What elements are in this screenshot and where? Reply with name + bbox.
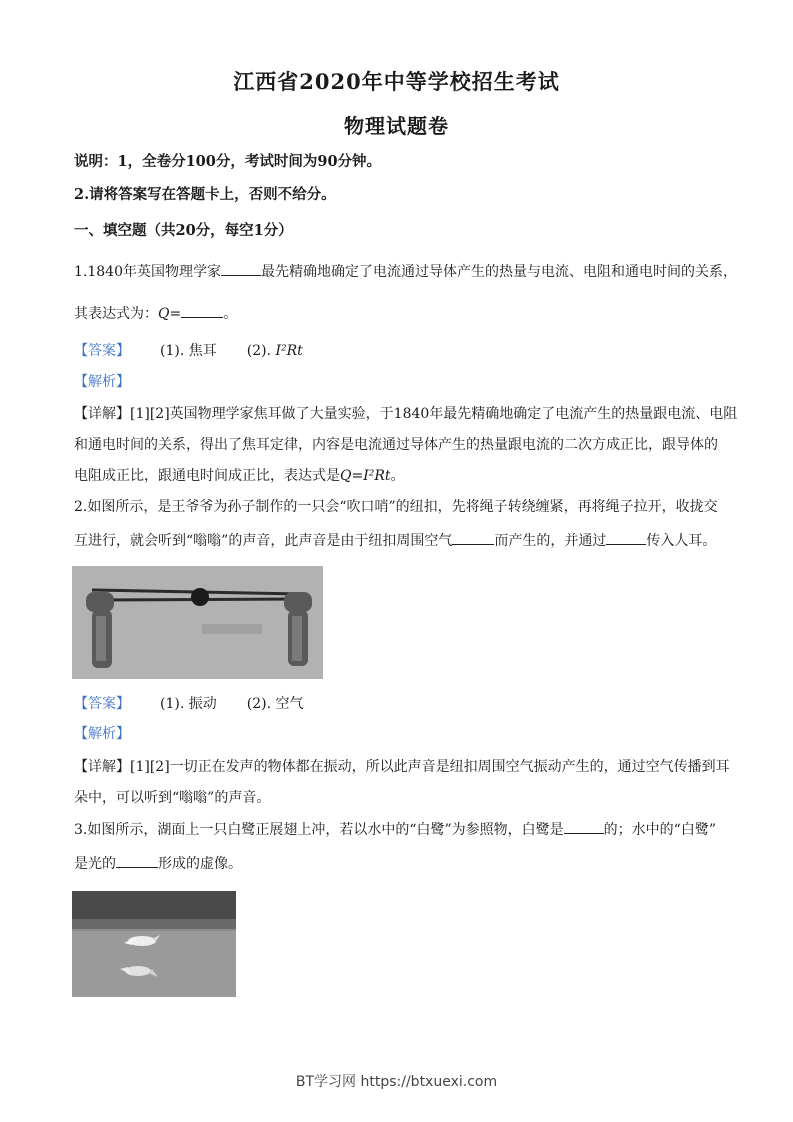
detail-tag: 【详解】: [74, 406, 130, 422]
answer-tag: 【答案】: [74, 343, 130, 359]
q3-line-2: 是光的 形成的虚像。: [74, 856, 242, 872]
instruction-line-1: 说明：1，全卷分100分，考试时间为90分钟。: [74, 153, 382, 170]
q1-detail-3: 电阻成正比，跟通电时间成正比，表达式是Q=I²Rt。: [74, 468, 405, 484]
q3-line-1: 3.如图所示，湖面上一只白鹭正展翅上冲，若以水中的“白鹭”为参照物，白鹭是 的；水中的“白鹭”: [74, 822, 716, 838]
q2-detail-1: 【详解】[1][2]一切正在发声的物体都在振动，所以此声音是纽扣周围空气振动产生的，通过空气传播到耳: [74, 759, 730, 775]
q2-detail-2: 朵中，可以听到“嗡嗡”的声音。: [74, 790, 271, 806]
instruction-line-2: 2.请将答案写在答题卡上，否则不给分。: [74, 186, 336, 203]
answer-blank: [221, 262, 261, 276]
q2-line-1: 2.如图所示，是王爷爷为孙子制作的一只会“吹口哨”的纽扣，先将绳子转绕缠紧，再将绳子拉开，收拢交: [74, 499, 718, 515]
answer-blank: [564, 820, 604, 834]
q1-answer-1: (1). 焦耳: [160, 343, 217, 359]
answer-blank: [181, 304, 223, 318]
q2-answer: [74, 693, 303, 713]
q1-answer-2: (2). I²Rt: [246, 343, 303, 359]
answer-blank: [606, 531, 646, 545]
q2-answer-2: (2). 空气: [246, 696, 304, 712]
answer-blank: [116, 854, 158, 868]
q1-detail-1: 【详解】[1][2]英国物理学家焦耳做了大量实验，于1840年最先精确地确定了电流产生的热量跟电流、电阻: [74, 406, 738, 422]
q2-answer-1: (1). 振动: [160, 696, 217, 712]
section-heading: 一、填空题（共20分，每空1分）: [74, 222, 293, 239]
answer-blank: [452, 531, 494, 545]
answer-tag: 【答案】: [74, 696, 130, 712]
q1-line-1: 1.1840年英国物理学家 最先精确地确定了电流通过导体产生的热量与电流、电阻和通电时间的关系，: [74, 264, 737, 280]
q1-answer: [74, 340, 303, 360]
q1-detail-2: 和通电时间的关系，得出了焦耳定律，内容是电流通过导体产生的热量跟电流的二次方成正比，跟导体的: [74, 437, 718, 453]
exam-title: 江西省2020年中等学校招生考试: [233, 69, 560, 94]
q2-analysis-tag: 【解析】: [74, 726, 130, 742]
page-footer: BT学习网 https://btxuexi.com: [295, 1074, 498, 1090]
egret-photo: [72, 891, 236, 997]
q2-line-2: 互进行，就会听到“嗡嗡”的声音，此声音是由于纽扣周围空气 而产生的，并通过 传入人耳。: [74, 533, 717, 549]
exam-subtitle: 物理试题卷: [344, 114, 449, 138]
q1-analysis-tag: 【解析】: [74, 374, 130, 390]
button-whistle-photo: [72, 566, 323, 679]
q1-line-2: 其表达式为：Q= 。: [74, 306, 238, 322]
detail-tag: 【详解】: [74, 759, 130, 775]
